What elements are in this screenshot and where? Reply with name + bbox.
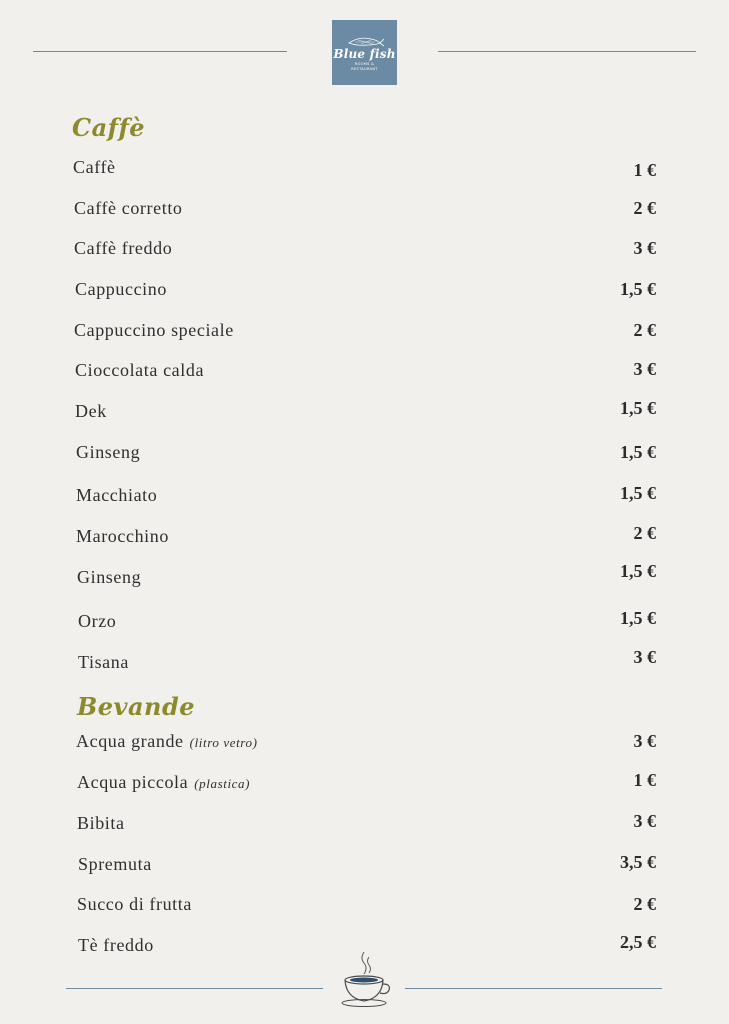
menu-item-price: 1,5 € <box>620 279 656 299</box>
menu-item-price: 1 € <box>633 160 656 180</box>
menu-item-name: Caffè corretto <box>74 198 183 218</box>
menu-item-price: 2 € <box>633 320 656 340</box>
menu-item-name: Caffè freddo <box>74 238 173 258</box>
menu-item-name: Ginseng <box>77 567 142 587</box>
menu-item-label: Acqua piccola <box>77 772 189 792</box>
section-title-bevande: Bevande <box>77 692 196 721</box>
logo-brand: Blue fish <box>333 46 396 61</box>
menu-item-name: Tisana <box>78 652 129 672</box>
header-rule-right <box>438 51 696 52</box>
menu-item-name: Cappuccino speciale <box>74 320 234 340</box>
menu-item-price: 1,5 € <box>620 608 656 628</box>
menu-item-name: Ginseng <box>76 442 141 462</box>
logo <box>332 20 397 85</box>
menu-item-price: 2 € <box>633 198 656 218</box>
menu-item-name: Bibita <box>77 813 125 833</box>
menu-item-price: 1,5 € <box>620 398 656 418</box>
menu-item-price: 3 € <box>633 647 656 667</box>
fish-icon <box>345 34 385 48</box>
menu-item-label: Acqua grande <box>76 731 184 751</box>
menu-item-price: 3 € <box>633 811 656 831</box>
menu-item-note: (plastica) <box>194 776 251 791</box>
menu-item-price: 3 € <box>633 359 656 379</box>
footer-rule-right <box>405 988 662 989</box>
menu-item-name <box>76 731 258 752</box>
logo-subtitle-line1: ROOMS & <box>354 61 375 66</box>
menu-item-price: 1 € <box>633 770 656 790</box>
menu-item-name: Macchiato <box>76 485 158 505</box>
menu-item-price: 1,5 € <box>620 442 656 462</box>
menu-item-price: 3 € <box>633 238 656 258</box>
menu-item-name: Tè freddo <box>78 935 154 955</box>
coffee-cup-icon <box>336 948 392 1010</box>
header-rule-left <box>33 51 287 52</box>
logo-subtitle <box>351 62 378 72</box>
menu-item-name: Succo di frutta <box>77 894 192 914</box>
menu-item-name: Cappuccino <box>75 279 167 299</box>
menu-item-name: Orzo <box>78 611 117 631</box>
menu-item-name: Dek <box>75 401 107 421</box>
menu-item-name: Spremuta <box>78 854 152 874</box>
menu-item-price: 1,5 € <box>620 561 656 581</box>
section-title-caffe: Caffè <box>72 113 146 142</box>
menu-item-price: 2 € <box>633 523 656 543</box>
menu-item-name: Caffè <box>73 157 116 177</box>
footer-rule-left <box>66 988 323 989</box>
menu-item-name: Marocchino <box>76 526 169 546</box>
menu-item-name: Cioccolata calda <box>75 360 205 380</box>
menu-item-price: 3,5 € <box>620 852 656 872</box>
menu-item-price: 2,5 € <box>620 932 656 952</box>
menu-item-price: 1,5 € <box>620 483 656 503</box>
menu-item-price: 2 € <box>633 894 656 914</box>
logo-subtitle-line2: RESTAURANT <box>351 66 378 71</box>
menu-item-name <box>77 772 250 793</box>
menu-item-price: 3 € <box>633 731 656 751</box>
menu-item-note: (litro vetro) <box>189 735 258 750</box>
